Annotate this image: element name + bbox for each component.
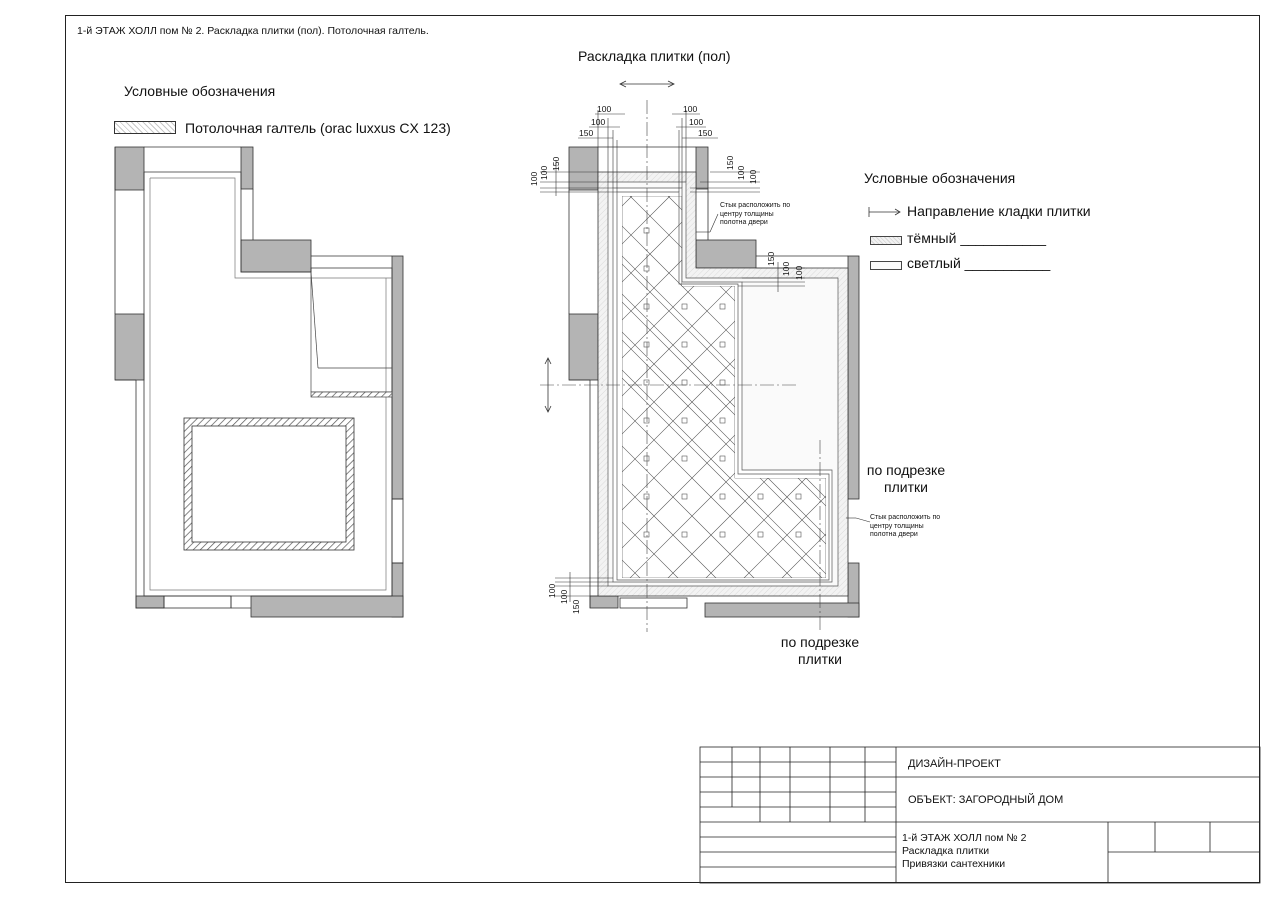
stamp-object: ОБЪЕКТ: ЗАГОРОДНЫЙ ДОМ <box>908 794 1064 806</box>
tile-plan-title: Раскладка плитки (пол) <box>578 48 731 64</box>
stamp-project: ДИЗАЙН-ПРОЕКТ <box>908 758 1001 770</box>
legend-light-label: светлый ___________ <box>907 255 1051 271</box>
dim-left-2: 100 <box>539 165 549 180</box>
dim-left-1: 100 <box>529 171 539 186</box>
cut-label-bottom-text: по подрезке плитки <box>780 634 860 667</box>
dim-mid-1: 150 <box>766 251 776 266</box>
dim-right-3: 100 <box>748 169 758 184</box>
stamp-sheet-info <box>902 832 1026 871</box>
dim-bottom-2: 100 <box>559 589 569 604</box>
cut-label-right-text: по подрезке плитки <box>866 462 946 495</box>
dim-mid-3: 100 <box>794 265 804 280</box>
cornice-legend-label: Потолочная галтель (orac luxxus CX 123) <box>185 120 451 136</box>
dim-top-right-1: 100 <box>683 104 698 114</box>
dim-top-left-3: 150 <box>579 128 594 138</box>
right-legend-title: Условные обозначения <box>864 170 1016 186</box>
stamp-sheet-line3: Привязки сантехники <box>902 858 1006 870</box>
sheet-header: 1-й ЭТАЖ ХОЛЛ пом № 2. Раскладка плитки (пол). Потолочная галтель. <box>77 25 429 37</box>
dim-top-right-2: 100 <box>689 117 704 127</box>
left-legend-title: Условные обозначения <box>124 83 276 99</box>
dim-top-left-2: 100 <box>591 117 606 127</box>
dim-mid-2: 100 <box>781 261 791 276</box>
dim-right-1: 150 <box>725 155 735 170</box>
door-joint-note-top-text: Стык расположить по центру толщины полотна двери <box>720 202 791 226</box>
dim-bottom-3: 150 <box>571 599 581 614</box>
stamp-sheet-line2: Раскладка плитки <box>902 845 990 857</box>
dim-bottom-1: 100 <box>547 583 557 598</box>
door-joint-note-right-text: Стык расположить по центру толщины полотна двери <box>870 514 941 538</box>
dim-top-right-3: 150 <box>698 128 713 138</box>
dim-left-3: 150 <box>551 156 561 171</box>
legend-dark-label: тёмный ___________ <box>907 230 1046 246</box>
dim-right-2: 100 <box>736 165 746 180</box>
stamp-sheet-line1: 1-й ЭТАЖ ХОЛЛ пом № 2 <box>902 832 1027 844</box>
legend-direction-label: Направление кладки плитки <box>907 203 1091 219</box>
dim-top-left-1: 100 <box>597 104 612 114</box>
